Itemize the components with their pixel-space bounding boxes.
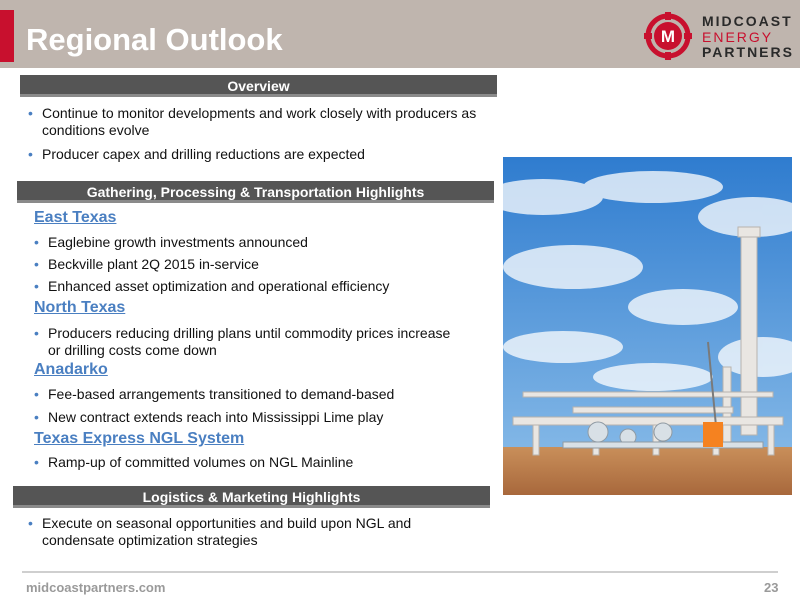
list-item: • Beckville plant 2Q 2015 in-service bbox=[34, 256, 259, 272]
gathering-header: Gathering, Processing & Transportation Highlights bbox=[17, 181, 494, 203]
bullet-icon: • bbox=[34, 325, 39, 341]
list-item: • Fee-based arrangements transitioned to demand-based bbox=[34, 386, 395, 402]
overview-list bbox=[28, 105, 488, 170]
bullet-icon: • bbox=[28, 515, 33, 531]
logo-line-3: PARTNERS bbox=[702, 44, 794, 60]
list-item: • Ramp-up of committed volumes on NGL Mainline bbox=[34, 454, 354, 470]
bullet-icon: • bbox=[34, 454, 39, 470]
logo-line-1: MIDCOAST bbox=[702, 13, 793, 29]
region-north-texas[interactable]: North Texas bbox=[34, 299, 126, 316]
footer-url[interactable]: midcoastpartners.com bbox=[26, 580, 166, 595]
logo-mark-letter: M bbox=[660, 27, 676, 46]
logo-mark-icon bbox=[644, 12, 692, 60]
overview-bullet-2: • Producer capex and drilling reductions are expected bbox=[28, 146, 365, 162]
overview-bullet-1: • Continue to monitor developments and work closely with producers as conditions evolve bbox=[28, 105, 477, 138]
logistics-list bbox=[28, 515, 473, 556]
page-number: 23 bbox=[764, 580, 779, 595]
anadarko-list bbox=[34, 386, 454, 433]
footer-divider bbox=[22, 571, 778, 573]
bullet-icon: • bbox=[34, 278, 39, 294]
bullet-icon: • bbox=[34, 409, 39, 425]
list-item: • Producers reducing drilling plans until commodity prices increase or drilling costs come down bbox=[34, 325, 451, 358]
red-accent-bar bbox=[0, 10, 14, 62]
north-texas-list bbox=[34, 325, 454, 366]
logo-text bbox=[702, 14, 794, 61]
company-logo bbox=[644, 12, 794, 64]
bullet-icon: • bbox=[34, 386, 39, 402]
overview-header: Overview bbox=[20, 75, 497, 97]
bullet-icon: • bbox=[28, 105, 33, 121]
page-title: Regional Outlook bbox=[26, 22, 283, 57]
bullet-icon: • bbox=[34, 234, 39, 250]
gas-plant-photo bbox=[503, 157, 792, 495]
list-item: • Execute on seasonal opportunities and build upon NGL and condensate optimization strategies bbox=[28, 515, 412, 548]
region-east-texas[interactable]: East Texas bbox=[34, 209, 117, 226]
bullet-icon: • bbox=[28, 146, 33, 162]
logo-line-2: ENERGY bbox=[702, 28, 774, 45]
bullet-icon: • bbox=[34, 256, 39, 272]
east-texas-list bbox=[34, 234, 454, 300]
region-anadarko[interactable]: Anadarko bbox=[34, 361, 108, 378]
logistics-header: Logistics & Marketing Highlights bbox=[13, 486, 490, 508]
list-item: • Enhanced asset optimization and operational efficiency bbox=[34, 278, 390, 294]
region-texas-express-ngl[interactable]: Texas Express NGL System bbox=[34, 430, 245, 447]
texas-express-list bbox=[34, 454, 454, 478]
list-item: • New contract extends reach into Mississippi Lime play bbox=[34, 409, 384, 425]
list-item: • Eaglebine growth investments announced bbox=[34, 234, 308, 250]
gas-plant-illustration bbox=[503, 157, 792, 495]
